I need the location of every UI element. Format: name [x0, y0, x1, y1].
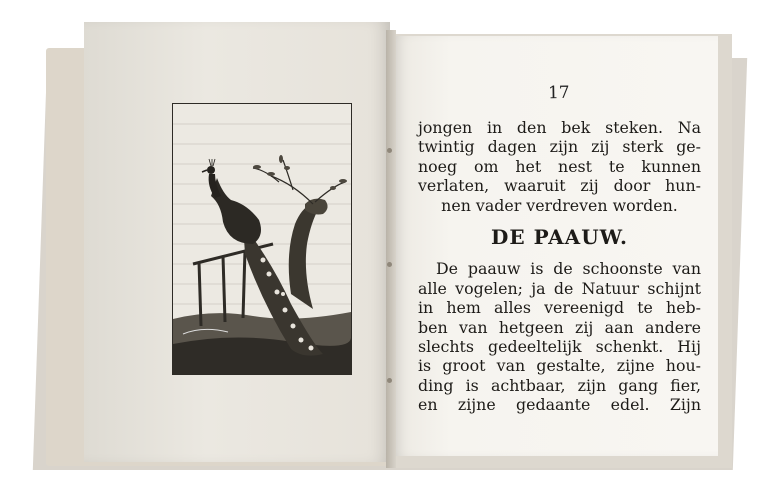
peacock-engraving — [172, 103, 352, 375]
peacock-illustration — [173, 104, 351, 374]
text-line: noeg om het nest te kunnen — [418, 156, 701, 176]
text-line: ben van hetgeen zij aan andere — [418, 317, 701, 337]
text-line: ding is achtbaar, zijn gang fier, — [418, 375, 701, 395]
text-line: nen vader verdreven worden. — [441, 195, 678, 215]
book-gutter — [386, 30, 396, 468]
text-line: slechts gedeeltelijk schenkt. Hij — [418, 337, 701, 357]
text-line: is groot van gestalte, zijne hou- — [418, 356, 701, 376]
text-line: en zijne gedaante edel. Zijn — [418, 395, 701, 415]
text-line: De paauw is de schoonste van — [436, 259, 701, 279]
binding-stitch — [387, 148, 392, 153]
text-line: alle vogelen; ja de Natuur schijnt — [418, 278, 701, 298]
text-line: in hem alles vereenigd te heb- — [418, 298, 701, 318]
binding-stitch — [387, 262, 392, 267]
section-heading: DE PAAUW. — [491, 225, 628, 250]
binding-stitch — [387, 378, 392, 383]
text-line: jongen in den bek steken. Na — [418, 118, 701, 137]
page-number: 17 — [547, 82, 570, 104]
page-text — [418, 118, 701, 415]
text-line: twintig dagen zijn zij sterk ge- — [418, 137, 701, 157]
text-line: verlaten, waaruit zij door hun- — [418, 176, 701, 196]
